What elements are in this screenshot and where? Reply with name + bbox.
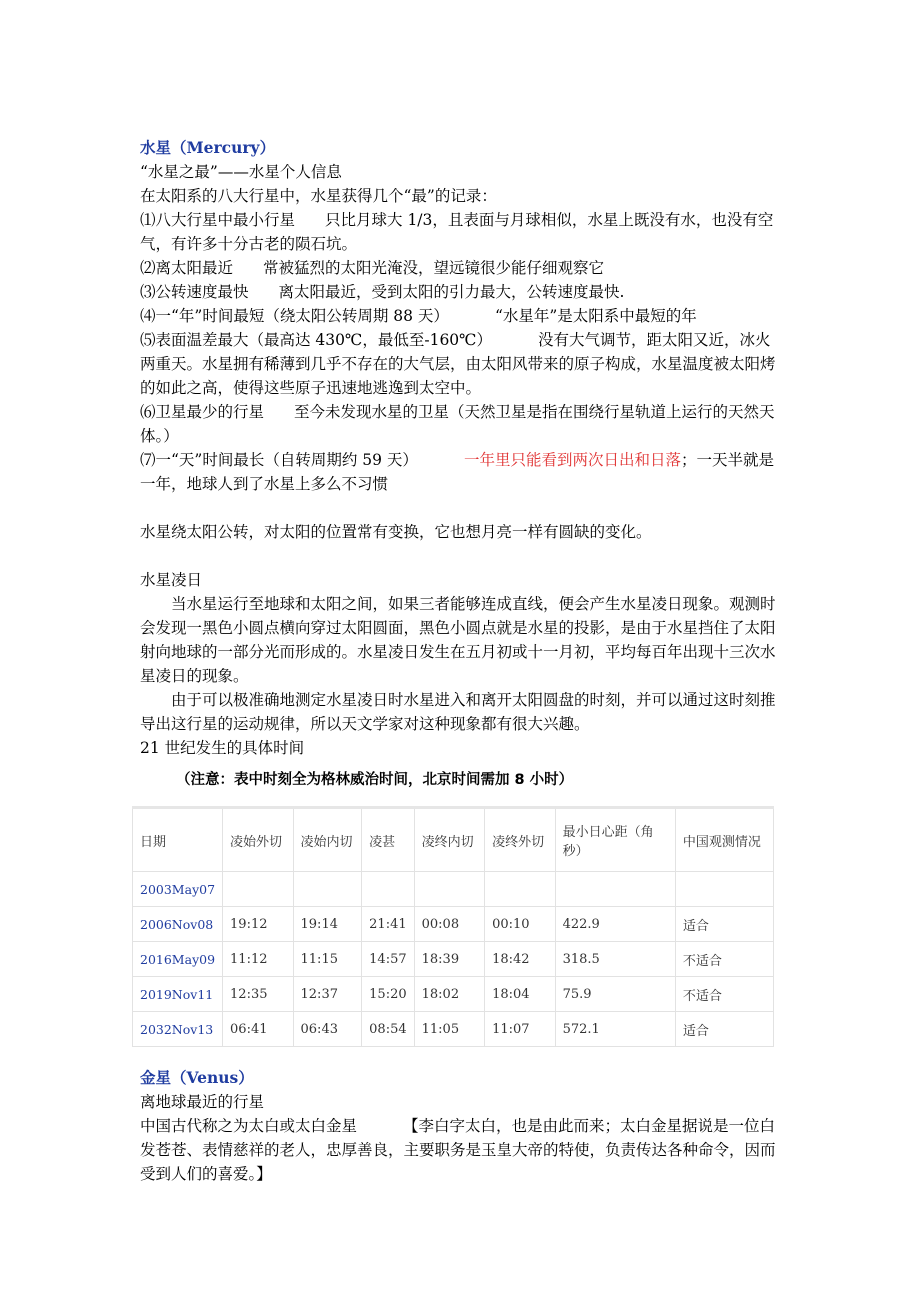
table-cell: 11:05 xyxy=(414,1012,484,1047)
table-cell: 不适合 xyxy=(675,977,773,1012)
record-label: ⑹卫星最少的行星 xyxy=(140,403,265,421)
record-text: 离太阳最近，受到太阳的引力最大，公转速度最快. xyxy=(278,283,625,301)
table-row xyxy=(133,977,774,1012)
timezone-note: （注意：表中时刻全为格林威治时间，北京时间需加 8 小时） xyxy=(176,772,574,788)
table-cell: 06:43 xyxy=(293,1012,362,1047)
record-text: 没有大气调节，距太阳又近，冰火两重天。水星拥有稀薄到几乎不存在的大气层，由太阳风带来的原子构成，水星温度被太阳烤的如此之高，使得这些原子迅速地逃逸到太空中。 xyxy=(140,331,776,397)
table-cell: 15:20 xyxy=(362,977,414,1012)
record-item-1 xyxy=(140,208,785,256)
table-cell: 19:12 xyxy=(223,907,293,942)
record-label: ⑶公转速度最快 xyxy=(140,283,249,301)
table-cell: 适合 xyxy=(675,907,773,942)
date-link[interactable]: 2003May07 xyxy=(133,872,223,907)
table-cell: 不适合 xyxy=(675,942,773,977)
venus-ancient-name xyxy=(140,1114,785,1186)
mercury-title: 水星（Mercury） xyxy=(140,138,276,157)
table-cell: 14:57 xyxy=(362,942,414,977)
table-cell: 18:42 xyxy=(485,942,555,977)
record-label: ⑸表面温差最大（最高达 430℃，最低至-160℃） xyxy=(140,331,493,349)
record-label: ⑴八大行星中最小行星 xyxy=(140,211,296,229)
table-cell: 318.5 xyxy=(555,942,675,977)
header-date: 日期 xyxy=(133,808,223,872)
record-text: 常被猛烈的太阳光淹没，望远镜很少能仔细观察它 xyxy=(263,259,605,277)
record-label: ⑵离太阳最近 xyxy=(140,259,234,277)
table-row xyxy=(133,907,774,942)
transit-paragraph-2: 由于可以极准确地测定水星凌日时水星进入和离开太阳圆盘的时刻，并可以通过这时刻推导出这行星的运动规律，所以天文学家对这种现象都有很大兴趣。 xyxy=(140,691,776,733)
table-cell: 18:02 xyxy=(414,977,484,1012)
record-item-4 xyxy=(140,304,785,328)
table-cell: 21:41 xyxy=(362,907,414,942)
record-text: “水星年”是太阳系中最短的年 xyxy=(494,307,697,325)
table-cell: 06:41 xyxy=(223,1012,293,1047)
table-header-row xyxy=(133,808,774,872)
header-china-visibility: 中国观测情况 xyxy=(675,808,773,872)
highlight-text: 一年里只能看到两次日出和日落 xyxy=(463,451,681,469)
record-item-5 xyxy=(140,328,785,400)
table-cell: 572.1 xyxy=(555,1012,675,1047)
record-label: ⑷一“年”时间最短（绕太阳公转周期 88 天） xyxy=(140,307,449,325)
date-link[interactable]: 2032Nov13 xyxy=(133,1012,223,1047)
table-cell: 00:08 xyxy=(414,907,484,942)
table-cell: 18:39 xyxy=(414,942,484,977)
table-cell: 422.9 xyxy=(555,907,675,942)
transit-title: 水星凌日 xyxy=(140,571,203,589)
mercury-section xyxy=(140,136,785,792)
date-link[interactable]: 2006Nov08 xyxy=(133,907,223,942)
ancient-label: 中国古代称之为太白或太白金星 xyxy=(140,1117,358,1135)
table-cell: 适合 xyxy=(675,1012,773,1047)
header-ingress-exterior: 凌始外切 xyxy=(223,808,293,872)
record-item-2 xyxy=(140,256,785,280)
mercury-intro: 在太阳系的八大行星中，水星获得几个“最”的记录： xyxy=(140,187,497,205)
table-cell xyxy=(362,872,414,907)
venus-title: 金星（Venus） xyxy=(140,1068,254,1087)
date-link[interactable]: 2019Nov11 xyxy=(133,977,223,1012)
phases-paragraph: 水星绕太阳公转，对太阳的位置常有变换，它也想月亮一样有圆缺的变化。 xyxy=(140,523,652,541)
transit-paragraph-1: 当水星运行至地球和太阳之间，如果三者能够连成直线，便会产生水星凌日现象。观测时会发现一黑色小圆点横向穿过太阳圆面，黑色小圆点就是水星的投影，是由于水星挡住了太阳射向地球的一部分光而形成的。水星凌日发生在五月初或十一月初，平均每百年出现十三次水星凌日的现象。 xyxy=(140,595,776,685)
table-cell: 19:14 xyxy=(293,907,362,942)
venus-section xyxy=(140,1066,785,1186)
ancient-text: 【李白字太白，也是由此而来；太白金星据说是一位白发苍苍、表情慈祥的老人，忠厚善良，主要职务是玉皇大帝的特使，负责传达各种命令，因而受到人们的喜爱。】 xyxy=(140,1117,776,1183)
record-text: 至今未发现水星的卫星（天然卫星是指在围绕行星轨道上运行的天然天体。） xyxy=(140,403,775,445)
record-item-6 xyxy=(140,400,785,448)
table-cell xyxy=(223,872,293,907)
table-cell: 11:07 xyxy=(485,1012,555,1047)
table-cell: 12:35 xyxy=(223,977,293,1012)
table-row xyxy=(133,1012,774,1047)
table-cell xyxy=(675,872,773,907)
table-cell: 11:12 xyxy=(223,942,293,977)
record-item-7 xyxy=(140,448,785,496)
transit-table xyxy=(132,806,774,1047)
header-egress-interior: 凌终内切 xyxy=(414,808,484,872)
record-text: 只比月球大 1/3，且表面与月球相似，水星上既没有水，也没有空气，有许多十分古老的陨石坑。 xyxy=(140,211,774,253)
table-cell xyxy=(293,872,362,907)
record-item-3 xyxy=(140,280,785,304)
table-cell xyxy=(485,872,555,907)
table-cell: 75.9 xyxy=(555,977,675,1012)
header-greatest: 凌甚 xyxy=(362,808,414,872)
header-min-separation: 最小日心距（角秒） xyxy=(555,808,675,872)
header-egress-exterior: 凌终外切 xyxy=(485,808,555,872)
table-cell xyxy=(555,872,675,907)
header-ingress-interior: 凌始内切 xyxy=(293,808,362,872)
table-row xyxy=(133,942,774,977)
table-cell: 12:37 xyxy=(293,977,362,1012)
table-cell xyxy=(414,872,484,907)
date-link[interactable]: 2016May09 xyxy=(133,942,223,977)
venus-subtitle: 离地球最近的行星 xyxy=(140,1093,265,1111)
table-row xyxy=(133,872,774,907)
record-label: ⑺一“天”时间最长（自转周期约 59 天） xyxy=(140,451,418,469)
table-cell: 08:54 xyxy=(362,1012,414,1047)
mercury-subtitle: “水星之最”——水星个人信息 xyxy=(140,163,342,181)
table-cell: 00:10 xyxy=(485,907,555,942)
century-label: 21 世纪发生的具体时间 xyxy=(140,739,305,757)
table-cell: 18:04 xyxy=(485,977,555,1012)
table-cell: 11:15 xyxy=(293,942,362,977)
record-text: ；一天半就是一年，地球人到了水星上多么不习惯 xyxy=(140,451,774,493)
